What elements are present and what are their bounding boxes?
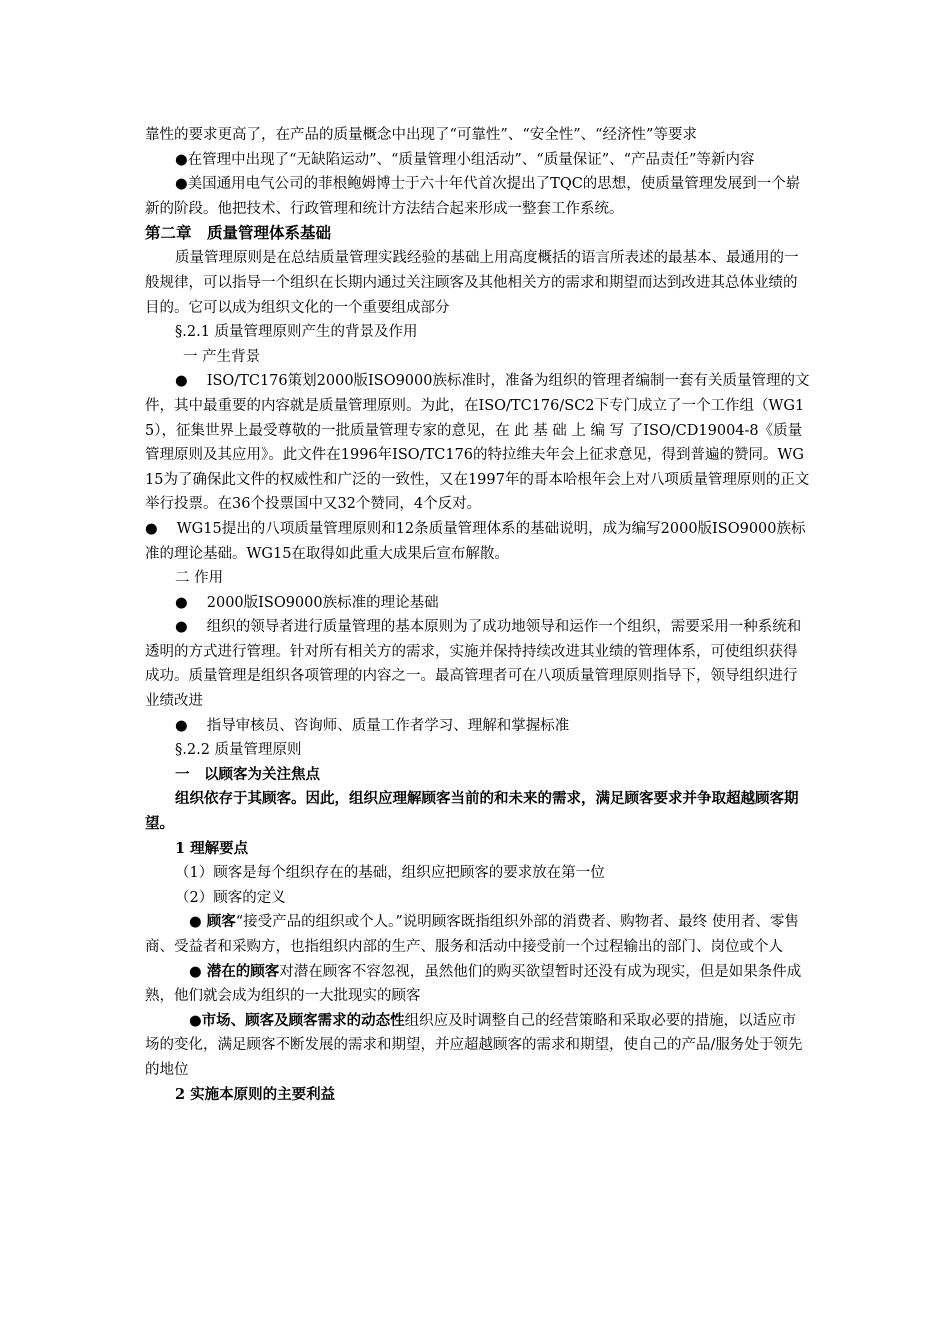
paragraph-principles-intro: 质量管理原则是在总结质量管理实践经验的基础上用高度概括的语言所表述的最基本、最通用的一般规律，可以指导一个组织在长期内通过关注顾客及其他相关方的需求和期望而达到改进其总体业绩的目的。它可以成为组织文化的一个重要组成部分 xyxy=(145,250,799,316)
main-benefits-heading: 2 实施本原则的主要利益 xyxy=(175,1085,336,1103)
principle-one-heading: 一 以顾客为关注焦点 xyxy=(175,765,320,783)
bullet-customer-definition xyxy=(145,910,810,959)
document-page xyxy=(145,123,810,1107)
potential-customer-text: 对潜在顾客不容忽视，虽然他们的购买欲望暂时还没有成为现实，但是如果条件成熟，他们就会成为组织的一大批现实的顾客 xyxy=(145,963,802,1005)
bullet-dynamics xyxy=(145,1009,810,1083)
understanding-points-heading: 1 理解要点 xyxy=(175,839,249,857)
bullet-guide-auditors: ● 指导审核员、咨询师、质量工作者学习、理解和掌握标准 xyxy=(175,717,570,734)
term-potential-customer: ● 潜在的顾客 xyxy=(189,962,280,980)
chapter-heading: 第二章 质量管理体系基础 xyxy=(145,224,332,243)
dynamics-text: 组织应及时调整自己的经营策略和采取必要的措施，以适应市场的变化，满足顾客不断发展的需求和期望，并应超越顾客的需求和期望，使自己的产品/服务处于领先的地位 xyxy=(145,1012,803,1078)
section-2-1-heading: §.2.1 质量管理原则产生的背景及作用 xyxy=(175,324,418,341)
bullet-iso-tc176: ● ISO/TC176策划2000版ISO9000族标准时，准备为组织的管理者编制一套有关质量管理的文件，其中最重要的内容就是质量管理原则。为此，在ISO/TC176/SC2下专门成立了一个工作组（WG15），征集世界上最受尊敬的一批质量管理专家的意见，在 此 基 础 上 编 写 了ISO/CD19004-8《质量管理原则及其应用》。此文件在1996年ISO/TC176的特拉维夫年会上征求意见，得到普遍的赞同。WG15为了确保此文件的权威性和广泛的一致性，又在1997年的哥本哈根年会上对八项质量管理原则的正文举行投票。在36个投票国中又32个赞同，4个反对。 xyxy=(145,373,810,513)
bullet-wg15: ● WG15提出的八项质量管理原则和12条质量管理体系的基础说明，成为编写2000版ISO9000族标准的理论基础。WG15在取得如此重大成果后宣布解散。 xyxy=(145,520,806,562)
bullet-leadership: ● 组织的领导者进行质量管理的基本原则为了成功地领导和运作一个组织，需要采用一种系统和透明的方式进行管理。针对所有相关方的需求，实施并保持持续改进其业绩的管理体系，可使组织获得成功。质量管理是组织各项管理的内容之一。最高管理者可在八项质量管理原则指导下，领导组织进行业绩改进 xyxy=(145,619,802,710)
subheading-background: 一 产生背景 xyxy=(183,348,261,365)
term-dynamics: ●市场、顾客及顾客需求的动态性 xyxy=(189,1011,405,1029)
paragraph-reliability: 靠性的要求更高了，在产品的质量概念中出现了“可靠性”、“安全性”、“经济性”等要求 xyxy=(145,127,697,143)
point-2: （2）顾客的定义 xyxy=(175,889,286,906)
point-1: （1）顾客是每个组织存在的基础，组织应把顾客的要求放在第一位 xyxy=(175,865,605,882)
bullet-management: ●在管理中出现了“无缺陷运动”、“质量管理小组活动”、“质量保证”、“产品责任”等新内容 xyxy=(175,151,755,168)
subheading-role: 二 作用 xyxy=(175,570,224,587)
bullet-theory-basis: ● 2000版ISO9000族标准的理论基础 xyxy=(175,594,439,611)
bullet-potential-customer xyxy=(145,960,810,1009)
term-customer: ● 顾客 xyxy=(189,913,236,931)
principle-one-statement: 组织依存于其顾客。因此，组织应理解顾客当前的和未来的需求，满足顾客要求并争取超越顾客期望。 xyxy=(145,790,799,833)
bullet-tqc: ●美国通用电气公司的菲根鲍姆博士于六十年代首次提出了TQC的思想，使质量管理发展到一个崭新的阶段。他把技术、行政管理和统计方法结合起来形成一整套工作系统。 xyxy=(145,176,801,217)
section-2-2-heading: §.2.2 质量管理原则 xyxy=(175,742,302,759)
customer-definition-text: “接受产品的组织或个人。”说明顾客既指组织外部的消费者、购物者、最终 使用者、零售商、受益者和采购方，也指组织内部的生产、服务和活动中接受前一个过程输出的部门、岗位或个人 xyxy=(145,914,799,955)
